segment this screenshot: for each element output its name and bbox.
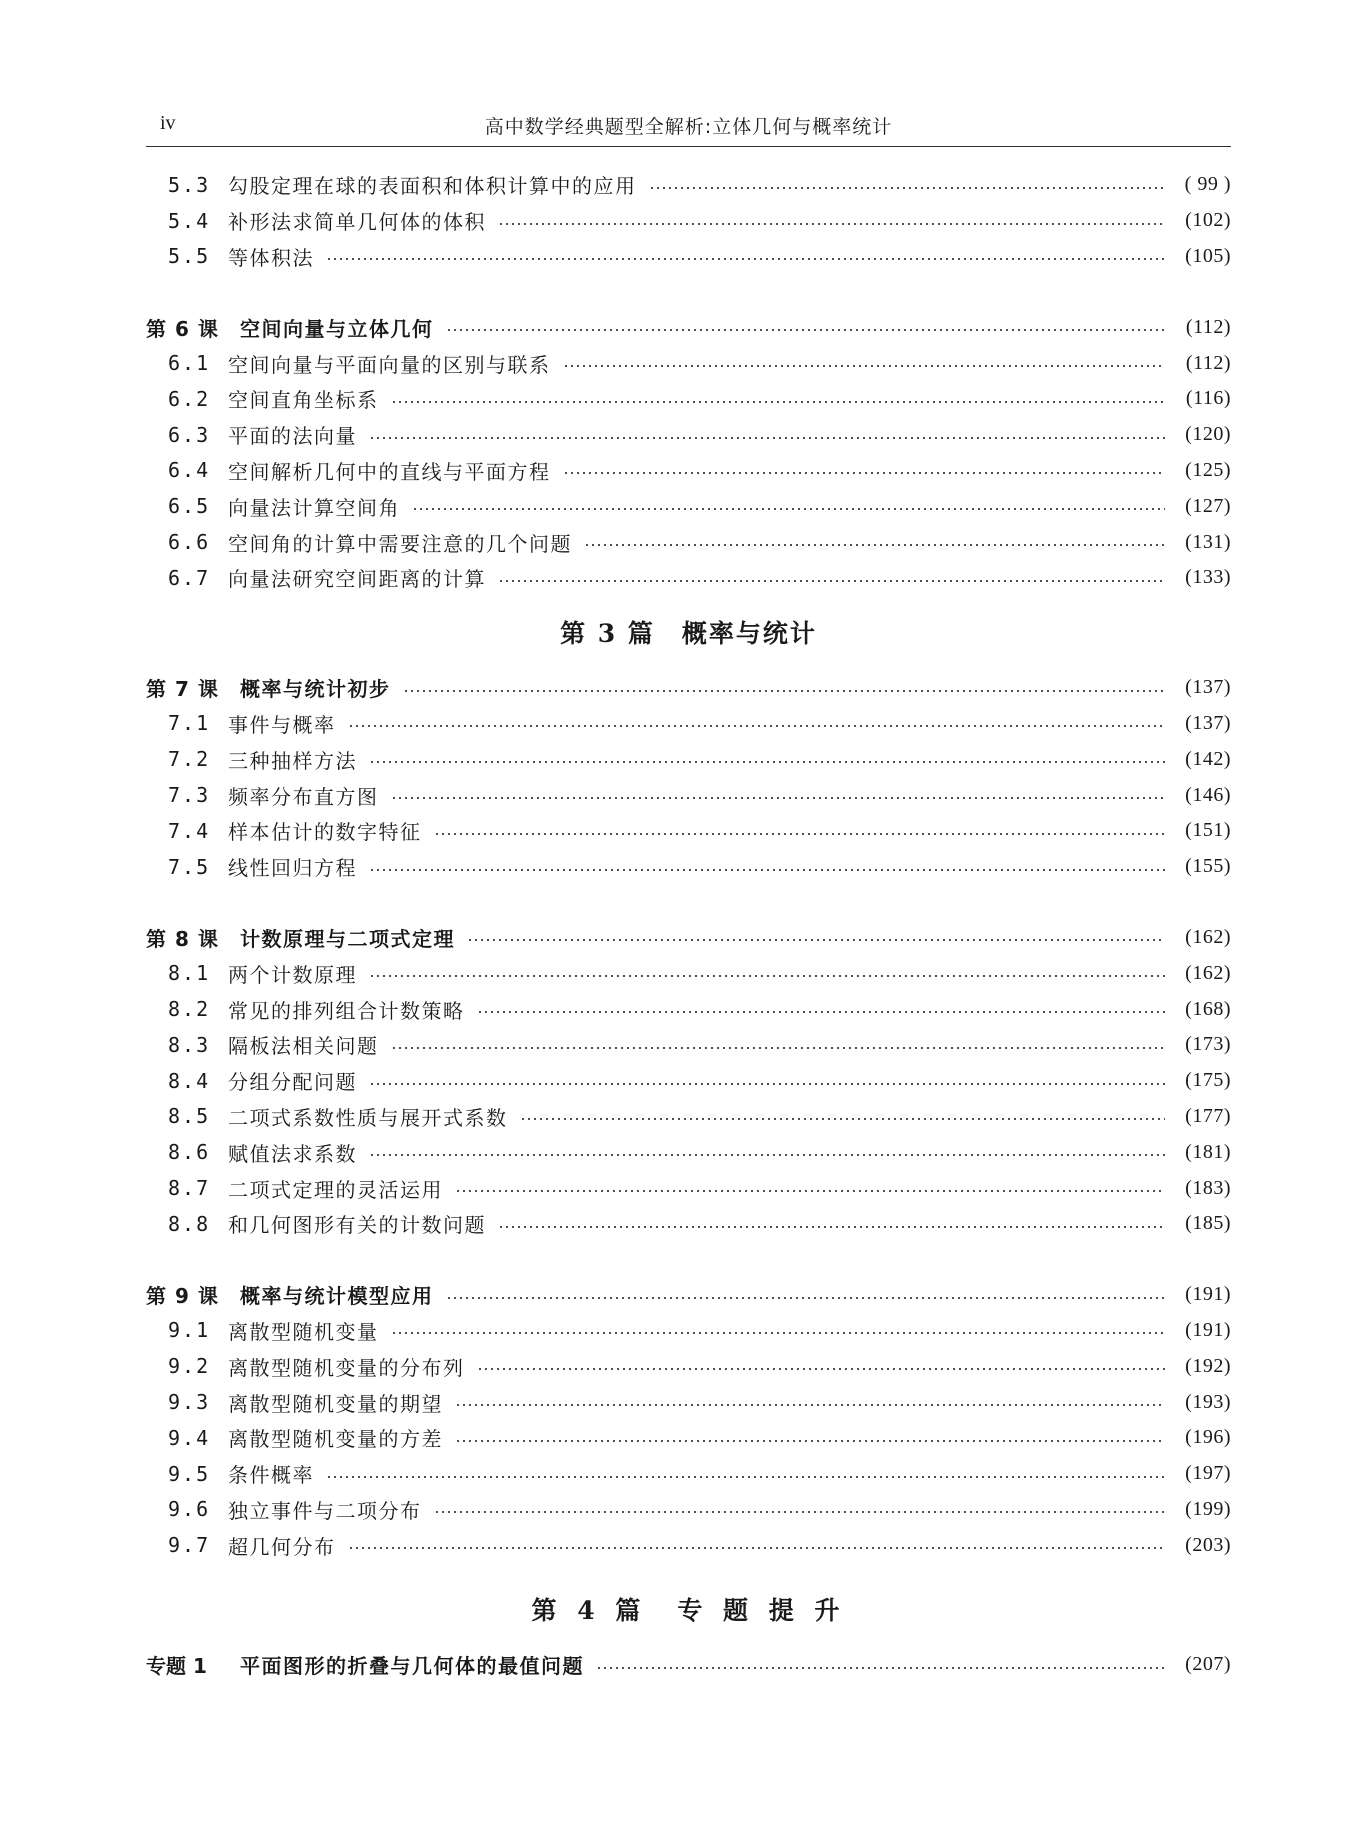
sec-number: 8.7 xyxy=(168,1176,211,1201)
sec-title: 离散型随机变量的期望 xyxy=(228,1391,443,1416)
sec-title: 事件与概率 xyxy=(228,712,336,737)
sec-title: 向量法计算空间角 xyxy=(228,495,400,520)
dot-leader xyxy=(563,365,1166,367)
toc-entry-sec[interactable] xyxy=(146,955,1231,991)
part-heading: 第 4 篇 专 题 提 升 xyxy=(531,1596,846,1626)
section-gap xyxy=(146,274,1231,309)
dot-leader xyxy=(563,472,1166,474)
sec-title: 等体积法 xyxy=(228,245,314,270)
toc-entry-sec[interactable] xyxy=(146,1099,1231,1135)
sec-number: 6.2 xyxy=(168,386,211,411)
dot-leader xyxy=(649,187,1166,189)
toc-entry-sec[interactable] xyxy=(146,706,1231,742)
sec-title: 三种抽样方法 xyxy=(228,748,357,773)
page-ref: (181) xyxy=(1185,1140,1231,1163)
sec-number: 6.4 xyxy=(168,458,211,483)
sec-number: 7.5 xyxy=(168,854,211,879)
running-header xyxy=(146,108,1231,147)
sec-title: 空间直角坐标系 xyxy=(228,388,379,413)
toc-entry-sec[interactable] xyxy=(146,1492,1231,1528)
dot-leader xyxy=(369,869,1165,871)
sec-title: 和几何图形有关的计数问题 xyxy=(228,1213,486,1238)
dot-leader xyxy=(455,1440,1165,1442)
toc-entry-sec[interactable] xyxy=(146,203,1231,239)
dot-leader xyxy=(467,939,1165,941)
sec-title: 离散型随机变量 xyxy=(228,1319,379,1344)
sec-title: 超几何分布 xyxy=(228,1534,336,1559)
toc-entry-lesson[interactable] xyxy=(146,920,1231,956)
page-ref: (196) xyxy=(1185,1426,1231,1449)
dot-leader xyxy=(498,1226,1165,1228)
page-ref: (191) xyxy=(1185,1318,1231,1341)
toc-entry-sec[interactable] xyxy=(146,991,1231,1027)
toc-entry-lesson[interactable] xyxy=(146,670,1231,706)
page-ref: (137) xyxy=(1185,676,1231,699)
dot-leader xyxy=(498,580,1165,582)
dot-leader xyxy=(446,329,1166,331)
page-ref: (120) xyxy=(1185,423,1231,446)
sec-number: 9.7 xyxy=(168,1533,211,1558)
dot-leader xyxy=(477,1368,1166,1370)
sec-number: 8.8 xyxy=(168,1211,211,1236)
sec-number: 8.4 xyxy=(168,1068,211,1093)
page-ref: ( 99 ) xyxy=(1184,173,1231,196)
dot-leader xyxy=(369,437,1165,439)
page-ref: (155) xyxy=(1185,855,1231,878)
toc-entry-sec[interactable] xyxy=(146,1063,1231,1099)
page-ref: (199) xyxy=(1185,1497,1231,1520)
dot-leader xyxy=(391,1047,1166,1049)
dot-leader xyxy=(403,690,1166,692)
page-ref: (177) xyxy=(1185,1104,1231,1127)
toc-entry-lesson[interactable] xyxy=(146,1277,1231,1313)
sec-number: 9.1 xyxy=(168,1318,211,1343)
dot-leader xyxy=(446,1297,1166,1299)
toc-entry-sec[interactable] xyxy=(146,813,1231,849)
lesson-title: 计数原理与二项式定理 xyxy=(240,926,455,951)
toc-entry-sec[interactable] xyxy=(146,1527,1231,1563)
dot-leader xyxy=(520,1118,1166,1120)
page-ref: (185) xyxy=(1185,1212,1231,1235)
toc-entry-sec[interactable] xyxy=(146,560,1231,596)
dot-leader xyxy=(596,1667,1165,1669)
toc-entry-sec[interactable] xyxy=(146,741,1231,777)
page-ref: (125) xyxy=(1185,458,1231,481)
sec-number: 9.3 xyxy=(168,1390,211,1414)
page-number: iv xyxy=(160,112,176,134)
book-title: 高中数学经典题型全解析:立体几何与概率统计 xyxy=(484,116,893,138)
sec-number: 9.4 xyxy=(168,1425,211,1450)
table-of-contents xyxy=(146,167,1231,1683)
dot-leader xyxy=(369,761,1165,763)
dot-leader xyxy=(391,1332,1166,1334)
sec-number: 5.5 xyxy=(168,244,211,269)
toc-entry-sec[interactable] xyxy=(146,1384,1231,1420)
dot-leader xyxy=(477,1011,1166,1013)
dot-leader xyxy=(326,1476,1165,1478)
sec-number: 8.6 xyxy=(168,1140,211,1165)
toc-entry-sec[interactable] xyxy=(146,1456,1231,1492)
sec-number: 9.5 xyxy=(168,1461,211,1486)
dot-leader xyxy=(326,258,1165,260)
page-ref: (116) xyxy=(1185,387,1231,410)
dot-leader xyxy=(348,1547,1166,1549)
lesson-title: 概率与统计初步 xyxy=(240,677,391,702)
sec-number: 9.2 xyxy=(168,1354,211,1379)
toc-entry-sec[interactable] xyxy=(146,1420,1231,1456)
sec-title: 离散型随机变量的分布列 xyxy=(228,1355,465,1380)
toc-entry-sec[interactable] xyxy=(146,1313,1231,1349)
dot-leader xyxy=(369,1154,1165,1156)
sec-number: 8.2 xyxy=(168,997,211,1022)
toc-entry-topic[interactable] xyxy=(146,1647,1231,1683)
toc-entry-sec[interactable] xyxy=(146,1170,1231,1206)
toc-entry-sec[interactable] xyxy=(146,239,1231,275)
topic-title: 平面图形的折叠与几何体的最值问题 xyxy=(240,1654,584,1679)
sec-title: 勾股定理在球的表面积和体积计算中的应用 xyxy=(228,174,637,199)
dot-leader xyxy=(584,544,1165,546)
dot-leader xyxy=(369,1083,1165,1085)
toc-entry-sec[interactable] xyxy=(146,524,1231,560)
dot-leader xyxy=(434,1511,1166,1513)
page-ref: (191) xyxy=(1185,1283,1231,1306)
sec-title: 线性回归方程 xyxy=(228,856,357,881)
sec-title: 条件概率 xyxy=(228,1463,314,1488)
dot-leader xyxy=(434,833,1166,835)
dot-leader xyxy=(391,797,1166,799)
toc-entry-sec[interactable] xyxy=(146,1027,1231,1063)
page-ref: (131) xyxy=(1185,530,1231,553)
page-ref: (112) xyxy=(1185,351,1231,374)
toc-entry-sec[interactable] xyxy=(146,1134,1231,1170)
lesson-title: 空间向量与立体几何 xyxy=(240,316,434,341)
page-ref: (162) xyxy=(1185,925,1231,948)
sec-title: 二项式定理的灵活运用 xyxy=(228,1177,443,1202)
dot-leader xyxy=(391,401,1166,403)
sec-number: 8.1 xyxy=(168,961,211,986)
lesson-number: 第 9 课 xyxy=(146,1284,219,1309)
toc-entry-sec[interactable] xyxy=(146,167,1231,203)
sec-number: 6.6 xyxy=(168,530,211,555)
page-ref: (197) xyxy=(1185,1462,1231,1485)
page-ref: (133) xyxy=(1185,566,1231,589)
sec-number: 6.5 xyxy=(168,494,211,519)
sec-number: 7.2 xyxy=(168,747,211,772)
page-ref: (193) xyxy=(1185,1390,1231,1413)
dot-leader xyxy=(455,1404,1165,1406)
sec-title: 频率分布直方图 xyxy=(228,784,379,809)
sec-title: 赋值法求系数 xyxy=(228,1141,357,1166)
sec-number: 7.3 xyxy=(168,783,211,808)
sec-title: 空间向量与平面向量的区别与联系 xyxy=(228,352,551,377)
sec-number: 8.5 xyxy=(168,1104,211,1129)
page-ref: (192) xyxy=(1185,1354,1231,1377)
sec-title: 空间解析几何中的直线与平面方程 xyxy=(228,459,551,484)
page-ref: (173) xyxy=(1185,1033,1231,1056)
page-ref: (175) xyxy=(1185,1069,1231,1092)
sec-number: 6.7 xyxy=(168,565,211,590)
page-ref: (146) xyxy=(1185,783,1231,806)
sec-title: 离散型随机变量的方差 xyxy=(228,1427,443,1452)
page-ref: (183) xyxy=(1185,1176,1231,1199)
toc-entry-sec[interactable] xyxy=(146,488,1231,524)
lesson-number: 第 6 课 xyxy=(146,316,219,341)
page-ref: (137) xyxy=(1185,711,1231,734)
page-ref: (162) xyxy=(1185,961,1231,984)
page-ref: (127) xyxy=(1185,494,1231,517)
toc-entry-sec[interactable] xyxy=(146,453,1231,489)
sec-title: 常见的排列组合计数策略 xyxy=(228,998,465,1023)
toc-entry-sec[interactable] xyxy=(146,849,1231,885)
dot-leader xyxy=(348,725,1166,727)
dot-leader xyxy=(455,1190,1165,1192)
sec-title: 向量法研究空间距离的计算 xyxy=(228,567,486,592)
sec-title: 独立事件与二项分布 xyxy=(228,1498,422,1523)
sec-title: 两个计数原理 xyxy=(228,962,357,987)
toc-entry-sec[interactable] xyxy=(146,777,1231,813)
page-ref: (142) xyxy=(1185,747,1231,770)
sec-title: 分组分配问题 xyxy=(228,1070,357,1095)
dot-leader xyxy=(498,223,1165,225)
sec-title: 隔板法相关问题 xyxy=(228,1034,379,1059)
toc-entry-sec[interactable] xyxy=(146,345,1231,381)
page-ref: (102) xyxy=(1185,209,1231,232)
page-ref: (105) xyxy=(1185,244,1231,267)
topic-number: 专题 1 xyxy=(146,1654,207,1679)
toc-entry-lesson[interactable] xyxy=(146,309,1231,345)
dot-leader xyxy=(369,975,1165,977)
sec-number: 7.4 xyxy=(168,818,211,843)
lesson-title: 概率与统计模型应用 xyxy=(240,1284,434,1309)
part-heading: 第 3 篇 概率与统计 xyxy=(560,618,817,648)
page-ref: (168) xyxy=(1185,997,1231,1020)
sec-title: 样本估计的数字特征 xyxy=(228,820,422,845)
sec-number: 6.1 xyxy=(168,351,211,376)
sec-title: 二项式系数性质与展开式系数 xyxy=(228,1105,508,1130)
section-gap xyxy=(146,1242,1231,1277)
toc-entry-sec[interactable] xyxy=(146,1348,1231,1384)
sec-title: 补形法求简单几何体的体积 xyxy=(228,210,486,235)
toc-entry-sec[interactable] xyxy=(146,381,1231,417)
page-ref: (112) xyxy=(1185,315,1231,338)
sec-number: 8.3 xyxy=(168,1032,211,1057)
lesson-number: 第 8 课 xyxy=(146,926,219,951)
toc-entry-sec[interactable] xyxy=(146,1206,1231,1242)
page-ref: (207) xyxy=(1185,1653,1231,1676)
sec-title: 空间角的计算中需要注意的几个问题 xyxy=(228,531,572,556)
sec-number: 6.3 xyxy=(168,422,211,447)
dot-leader xyxy=(412,508,1165,510)
sec-number: 9.6 xyxy=(168,1497,211,1522)
sec-number: 7.1 xyxy=(168,711,211,736)
toc-entry-sec[interactable] xyxy=(146,417,1231,453)
section-gap xyxy=(146,885,1231,920)
page-ref: (203) xyxy=(1185,1533,1231,1556)
sec-number: 5.3 xyxy=(168,172,211,197)
sec-title: 平面的法向量 xyxy=(228,424,357,449)
page-ref: (151) xyxy=(1185,819,1231,842)
sec-number: 5.4 xyxy=(168,208,211,233)
lesson-number: 第 7 课 xyxy=(146,677,219,702)
